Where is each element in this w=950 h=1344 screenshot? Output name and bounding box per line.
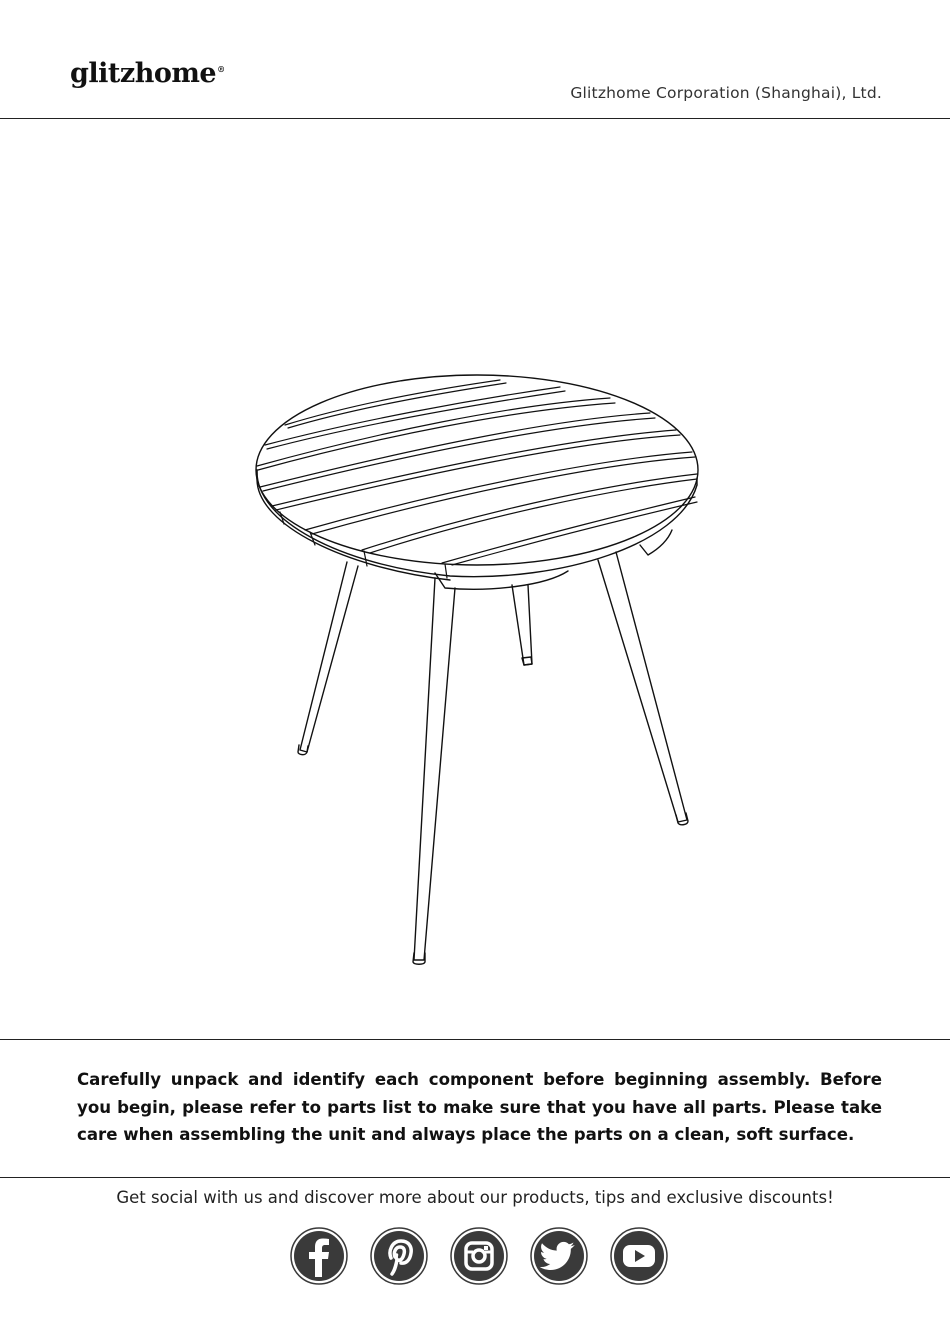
instagram-icon[interactable] [450, 1227, 508, 1285]
header-divider [0, 118, 950, 119]
table-top [256, 375, 698, 565]
front-leg-right [598, 552, 688, 825]
social-tagline: Get social with us and discover more about our products, tips and exclusive discounts! [116, 1188, 834, 1207]
content-divider [0, 1039, 950, 1040]
table-illustration [240, 370, 710, 970]
twitter-icon[interactable] [530, 1227, 588, 1285]
brand-name: glitzhome [70, 58, 217, 89]
back-leg-left [512, 585, 532, 665]
social-icons [290, 1227, 668, 1285]
table-top-edge [257, 470, 697, 589]
table-slats [257, 380, 697, 578]
youtube-icon[interactable] [610, 1227, 668, 1285]
pinterest-icon[interactable] [370, 1227, 428, 1285]
brand-logo [70, 58, 225, 89]
assembly-notice: Carefully unpack and identify each component before beginning assembly. Before you begin, please refer to parts list to make sure that you have all parts. Please take care when assembling the unit and always place the parts on a clean, soft surface. [77, 1070, 882, 1144]
facebook-icon[interactable] [290, 1227, 348, 1285]
front-leg-left [298, 562, 358, 755]
front-leg-center [413, 578, 455, 964]
registered-mark: ® [217, 64, 225, 74]
company-name: Glitzhome Corporation (Shanghai), Ltd. [570, 84, 882, 102]
footer-divider [0, 1177, 950, 1178]
